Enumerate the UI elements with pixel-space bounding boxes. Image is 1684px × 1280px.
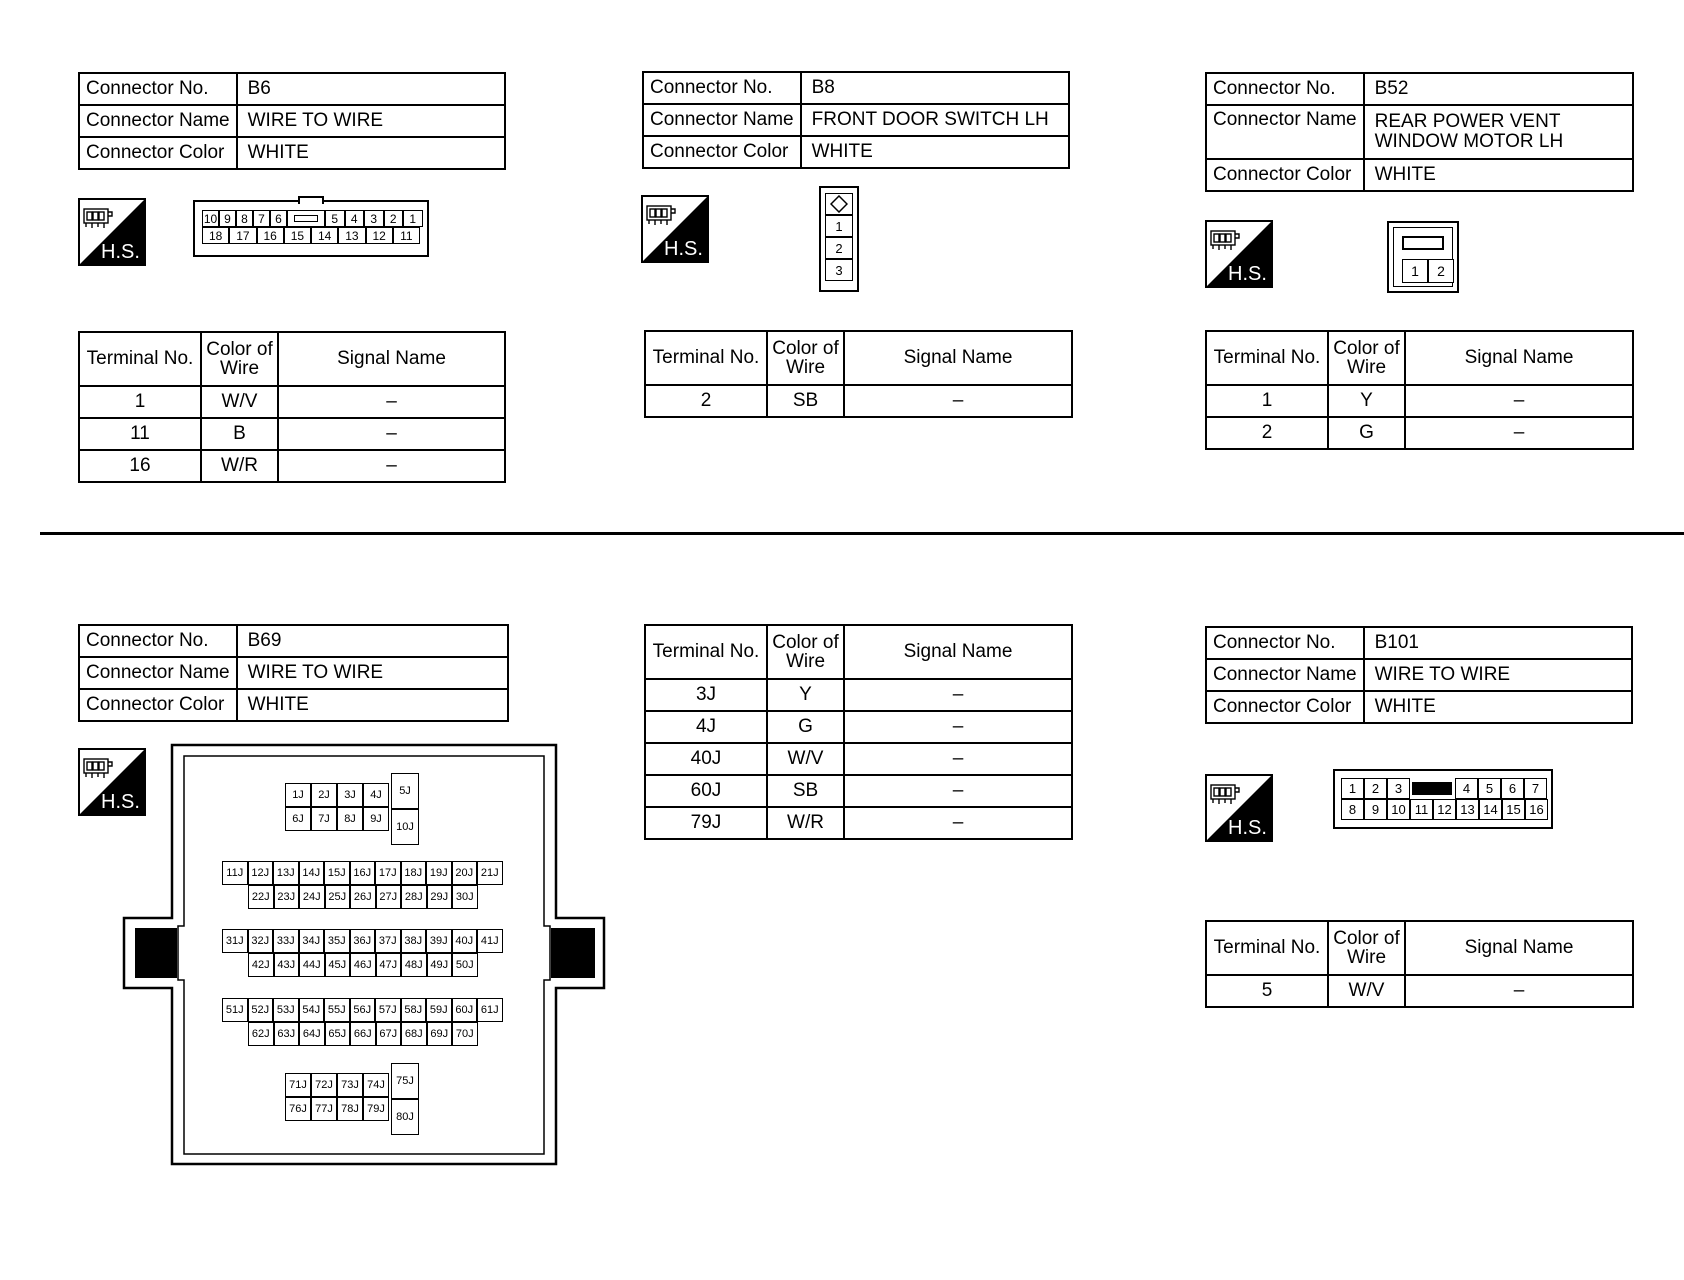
latch-left [135,928,177,978]
pin-17J: 17J [375,861,401,885]
connector-no-label: Connector No. [79,625,237,657]
harness-side-badge-b8 [641,195,709,263]
color-of-wire-header: Color of Wire [1328,331,1405,385]
connector-face-b101 [1333,769,1553,829]
connector-color-label: Connector Color [1206,691,1364,723]
pin-50J: 50J [452,953,478,977]
terminal-no-cell: 2 [645,385,767,417]
pin-12: 12 [366,227,393,244]
terminal-no-cell: 1 [1206,385,1328,417]
connector-no-label: Connector No. [1206,73,1364,105]
connector-color-label: Connector Color [643,136,801,168]
section-divider [40,532,1684,535]
pin-3J: 3J [337,783,363,807]
pin-77J: 77J [311,1097,337,1121]
signal-name-cell: – [844,743,1072,775]
pin-16J: 16J [350,861,376,885]
connector-name-value: WIRE TO WIRE [1364,659,1632,691]
terminal-no-header: Terminal No. [645,331,767,385]
terminal-table-b52 [1205,330,1634,450]
connector-no-label: Connector No. [79,73,237,105]
connector-name-label: Connector Name [1206,659,1364,691]
terminal-no-cell: 60J [645,775,767,807]
table-row [645,743,1072,775]
pin-54J: 54J [299,998,325,1022]
pin-20J: 20J [452,861,478,885]
pin-8: 8 [236,210,253,227]
signal-name-cell: – [278,450,505,482]
pin-7J: 7J [311,807,337,831]
hs-badge-text: H.S. [664,238,703,260]
pin-12J: 12J [248,861,274,885]
pin-68J: 68J [401,1022,427,1046]
connector-harness-side-icon [84,209,112,228]
pin-9: 9 [219,210,236,227]
key-diamond [825,193,853,215]
pin-3: 3 [364,210,384,227]
pin-69J: 69J [427,1022,453,1046]
signal-name-cell: – [1405,975,1633,1007]
pin-56J: 56J [350,998,376,1022]
signal-name-cell: – [844,711,1072,743]
pin-60J: 60J [452,998,478,1022]
pin-7: 7 [1524,778,1547,799]
pin-3: 3 [1387,778,1410,799]
terminal-table-b8 [644,330,1073,418]
pin-42J: 42J [248,953,274,977]
pin-31J: 31J [222,929,248,953]
terminal-table-b6 [78,331,506,483]
pin-40J: 40J [452,929,478,953]
signal-name-cell: – [844,385,1072,417]
pin-49J: 49J [427,953,453,977]
pin-59J: 59J [426,998,452,1022]
connector-no-label: Connector No. [643,72,801,104]
pin-4: 4 [345,210,365,227]
pin-2: 2 [1364,778,1387,799]
pin-15: 15 [1502,799,1525,820]
pin-6: 6 [270,210,287,227]
signal-name-cell: – [844,807,1072,839]
connector-name-value: WIRE TO WIRE [237,105,505,137]
pin-1: 1 [403,210,423,227]
pin-13: 13 [338,227,365,244]
terminal-no-cell: 3J [645,679,767,711]
pin-35J: 35J [324,929,350,953]
pin-10J: 10J [391,809,419,845]
signal-name-cell: – [844,775,1072,807]
pin-63J: 63J [274,1022,300,1046]
pin-4: 4 [1455,778,1478,799]
pin-66J: 66J [350,1022,376,1046]
pin-52J: 52J [248,998,274,1022]
pin-72J: 72J [311,1073,337,1097]
terminal-no-cell: 40J [645,743,767,775]
pin-6: 6 [1501,778,1524,799]
pin-79J: 79J [363,1097,389,1121]
table-row [79,418,505,450]
wire-color-cell: B [201,418,278,450]
connector-lock-slot [1402,236,1444,250]
signal-name-header: Signal Name [1405,331,1633,385]
connector-color-value: WHITE [1364,691,1632,723]
pin-1: 1 [1341,778,1364,799]
harness-side-badge-b101 [1205,774,1273,842]
pin-36J: 36J [350,929,376,953]
table-row [79,386,505,418]
pin-23J: 23J [274,885,300,909]
table-row [645,775,1072,807]
wire-color-cell: SB [767,385,844,417]
pin-9J: 9J [363,807,389,831]
table-row [645,711,1072,743]
pin-6J: 6J [285,807,311,831]
pin-22J: 22J [248,885,274,909]
connector-face-b6 [193,200,429,257]
pin-57J: 57J [375,998,401,1022]
table-row [1206,385,1633,417]
pin-18: 18 [202,227,229,244]
pin-13J: 13J [273,861,299,885]
pin-8J: 8J [337,807,363,831]
connector-face-b8 [819,186,859,292]
pin-5: 5 [325,210,345,227]
pin-37J: 37J [375,929,401,953]
connector-no-value: B8 [801,72,1069,104]
pin-14J: 14J [299,861,325,885]
terminal-no-cell: 11 [79,418,201,450]
wire-color-cell: SB [767,775,844,807]
connector-color-value: WHITE [1364,159,1633,191]
pin-47J: 47J [376,953,402,977]
connector-name-label: Connector Name [1206,105,1364,159]
pin-34J: 34J [299,929,325,953]
pin-10: 10 [1387,799,1410,820]
pin-62J: 62J [248,1022,274,1046]
pin-19J: 19J [426,861,452,885]
connector-no-label: Connector No. [1206,627,1364,659]
pin-65J: 65J [325,1022,351,1046]
pin-33J: 33J [273,929,299,953]
terminal-no-header: Terminal No. [79,332,201,386]
pin-27J: 27J [376,885,402,909]
table-row [645,807,1072,839]
pin-12: 12 [1433,799,1456,820]
pin-2J: 2J [311,783,337,807]
connector-no-value: B6 [237,73,505,105]
connector-no-value: B69 [237,625,508,657]
pin-80J: 80J [391,1099,419,1135]
table-row [79,450,505,482]
pin-16: 16 [1525,799,1548,820]
signal-name-cell: – [278,386,505,418]
signal-name-header: Signal Name [844,331,1072,385]
hs-badge-text: H.S. [101,241,140,263]
connector-face-b52 [1387,221,1459,293]
key-slot [294,215,318,222]
pin-2: 2 [384,210,404,227]
pin-64J: 64J [299,1022,325,1046]
pin-11: 11 [1410,799,1433,820]
wire-color-cell: W/V [201,386,278,418]
pin-46J: 46J [350,953,376,977]
signal-name-cell: – [278,418,505,450]
hs-badge-text: H.S. [1228,817,1267,839]
pin-76J: 76J [285,1097,311,1121]
connector-name-label: Connector Name [79,105,237,137]
pin-44J: 44J [299,953,325,977]
connector-color-label: Connector Color [79,689,237,721]
key-block [1412,782,1452,795]
connector-harness-side-icon [647,206,675,225]
hs-badge-text: H.S. [101,791,140,813]
wire-color-cell: W/V [1328,975,1405,1007]
pin-21J: 21J [477,861,503,885]
connector-no-value: B101 [1364,627,1632,659]
pin-9: 9 [1364,799,1387,820]
pin-45J: 45J [325,953,351,977]
connector-no-value: B52 [1364,73,1633,105]
connector-lock-tab [298,196,324,204]
pin-5: 5 [1478,778,1501,799]
connector-name-value: FRONT DOOR SWITCH LH [801,104,1069,136]
connector-info-b69 [78,624,509,722]
signal-name-header: Signal Name [1405,921,1633,975]
pin-7: 7 [253,210,270,227]
pin-15: 15 [284,227,311,244]
wire-color-cell: G [767,711,844,743]
color-of-wire-header: Color of Wire [201,332,278,386]
connector-color-value: WHITE [237,137,505,169]
pin-2: 2 [1428,259,1454,283]
pin-14: 14 [1479,799,1502,820]
table-row [645,679,1072,711]
table-row [645,385,1072,417]
connector-name-label: Connector Name [643,104,801,136]
pin-3: 3 [825,259,853,281]
connector-name-label: Connector Name [79,657,237,689]
terminal-no-cell: 2 [1206,417,1328,449]
connector-name-value: WIRE TO WIRE [237,657,508,689]
terminal-no-cell: 79J [645,807,767,839]
connector-harness-side-icon [1211,785,1239,804]
pin-43J: 43J [274,953,300,977]
wire-color-cell: W/R [201,450,278,482]
connector-harness-side-icon [1211,231,1239,250]
pin-73J: 73J [337,1073,363,1097]
terminal-no-cell: 4J [645,711,767,743]
signal-name-header: Signal Name [844,625,1072,679]
pin-26J: 26J [350,885,376,909]
terminal-no-header: Terminal No. [1206,331,1328,385]
pin-32J: 32J [248,929,274,953]
signal-name-cell: – [844,679,1072,711]
signal-name-cell: – [1405,417,1633,449]
pin-1: 1 [1402,259,1428,283]
pin-55J: 55J [324,998,350,1022]
table-row [1206,975,1633,1007]
pin-41J: 41J [477,929,503,953]
pin-75J: 75J [391,1063,419,1099]
pin-70J: 70J [452,1022,478,1046]
table-row [1206,417,1633,449]
connector-info-b101 [1205,626,1633,724]
pin-29J: 29J [427,885,453,909]
hs-badge-text: H.S. [1228,263,1267,285]
connector-color-value: WHITE [801,136,1069,168]
pin-25J: 25J [325,885,351,909]
signal-name-header: Signal Name [278,332,505,386]
pin-53J: 53J [273,998,299,1022]
pin-4J: 4J [363,783,389,807]
color-of-wire-header: Color of Wire [1328,921,1405,975]
pin-16: 16 [257,227,284,244]
connector-info-b52 [1205,72,1634,192]
connector-color-value: WHITE [237,689,508,721]
pin-51J: 51J [222,998,248,1022]
pin-61J: 61J [477,998,503,1022]
wire-color-cell: W/V [767,743,844,775]
terminal-no-header: Terminal No. [1206,921,1328,975]
pin-15J: 15J [324,861,350,885]
pin-10: 10 [203,211,218,226]
connector-color-label: Connector Color [1206,159,1364,191]
pin-14: 14 [311,227,338,244]
pin-48J: 48J [401,953,427,977]
pin-13: 13 [1456,799,1479,820]
terminal-table-b69 [644,624,1073,840]
pin-39J: 39J [426,929,452,953]
terminal-no-header: Terminal No. [645,625,767,679]
connector-info-b6 [78,72,506,170]
connector-color-label: Connector Color [79,137,237,169]
pin-58J: 58J [401,998,427,1022]
pin-1J: 1J [285,783,311,807]
pin-28J: 28J [401,885,427,909]
wire-color-cell: Y [767,679,844,711]
pin-24J: 24J [299,885,325,909]
connector-info-b8 [642,71,1070,169]
terminal-no-cell: 1 [79,386,201,418]
pin-38J: 38J [401,929,427,953]
pin-8: 8 [1341,799,1364,820]
color-of-wire-header: Color of Wire [767,625,844,679]
pin-74J: 74J [363,1073,389,1097]
pin-5J: 5J [391,773,419,809]
terminal-table-b101 [1205,920,1634,1008]
pin-11: 11 [393,227,420,244]
signal-name-cell: – [1405,385,1633,417]
wire-color-cell: Y [1328,385,1405,417]
wire-color-cell: G [1328,417,1405,449]
pin-11J: 11J [222,861,248,885]
connector-harness-side-icon [84,759,112,778]
wire-color-cell: W/R [767,807,844,839]
terminal-no-cell: 16 [79,450,201,482]
pin-30J: 30J [452,885,478,909]
pin-17: 17 [229,227,256,244]
pin-1: 1 [825,215,853,237]
terminal-no-cell: 5 [1206,975,1328,1007]
pin-71J: 71J [285,1073,311,1097]
latch-right [551,928,595,978]
pin-67J: 67J [376,1022,402,1046]
connector-name-value: REAR POWER VENT WINDOW MOTOR LH [1364,105,1633,159]
pin-18J: 18J [401,861,427,885]
harness-side-badge-b52 [1205,220,1273,288]
harness-side-badge-b6 [78,198,146,266]
color-of-wire-header: Color of Wire [767,331,844,385]
pin-2: 2 [825,237,853,259]
pin-78J: 78J [337,1097,363,1121]
